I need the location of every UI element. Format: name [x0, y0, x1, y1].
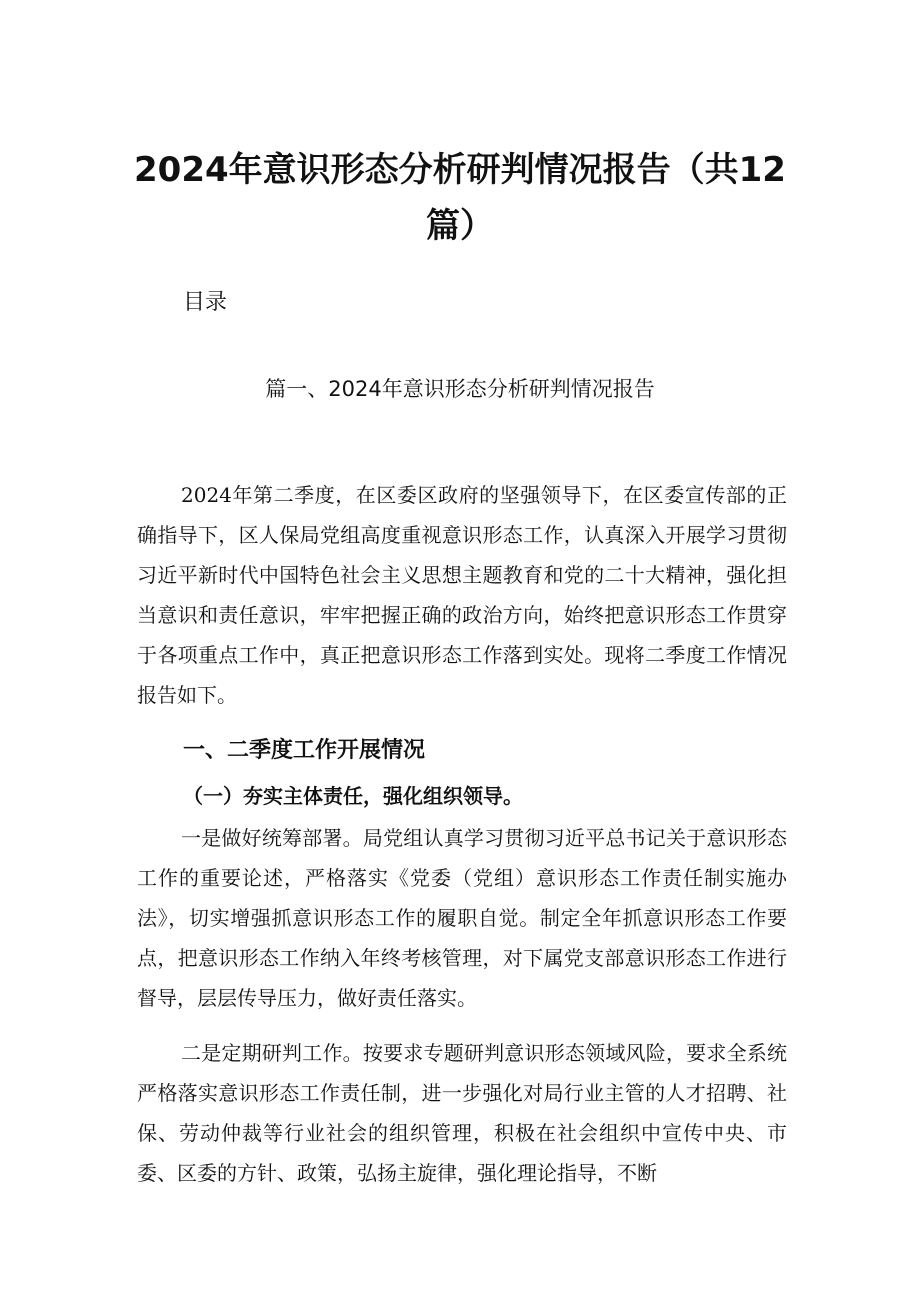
- document-title: 2024年意识形态分析研判情况报告（共12篇）: [134, 150, 786, 246]
- body-paragraph: 一是做好统筹部署。局党组认真学习贯彻习近平总书记关于意识形态工作的重要论述，严格落实《党委（党组）意识形态工作责任制实施办法》，切实增强抓意识形态工作的履职自觉。制定全年抓意识形态工作要点，把意识形态工作纳入年终考核管理，对下属党支部意识形态工作进行督导，层层传导压力，做好责任落实。: [137, 826, 787, 1010]
- section-heading: 一、二季度工作开展情况: [183, 738, 426, 763]
- subsection-heading: （一）夯实主体责任，强化组织领导。: [183, 784, 523, 808]
- toc-entry[interactable]: 篇一、2024年意识形态分析研判情况报告: [265, 377, 655, 401]
- body-paragraph: 二是定期研判工作。按要求专题研判意识形态领域风险，要求全系统严格落实意识形态工作责任制，进一步强化对局行业主管的人才招聘、社保、劳动仲裁等行业社会的组织管理，积极在社会组织中宣传中央、市委、区委的方针、政策，弘扬主旋律，强化理论指导，不断: [137, 1041, 787, 1185]
- toc-label: 目录: [183, 290, 228, 315]
- body-paragraph: 2024年第二季度，在区委区政府的坚强领导下，在区委宣传部的正确指导下，区人保局党组高度重视意识形态工作，认真深入开展学习贯彻习近平新时代中国特色社会主义思想主题教育和党的二十大精神，强化担当意识和责任意识，牢牢把握正确的政治方向，始终把意识形态工作贯穿于各项重点工作中，真正把意识形态工作落到实处。现将二季度工作情况报告如下。: [137, 483, 787, 707]
